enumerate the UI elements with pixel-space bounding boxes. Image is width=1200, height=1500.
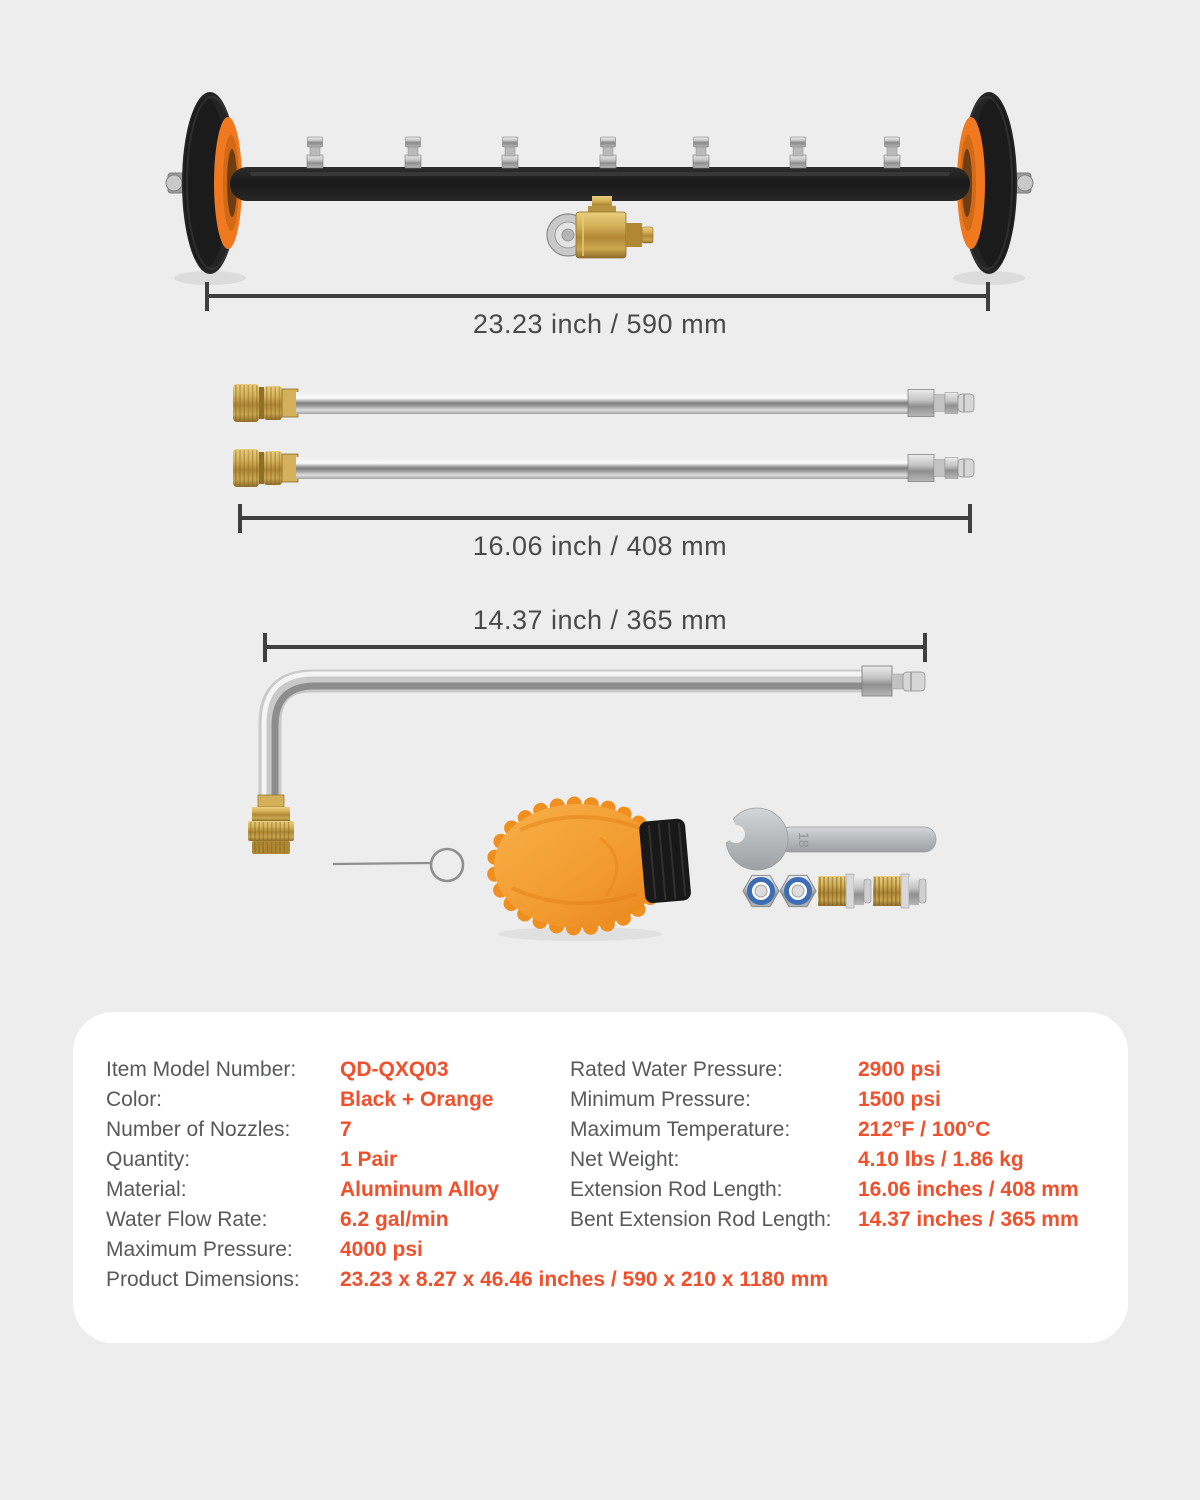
spec-value: 212°F / 100°C bbox=[858, 1118, 991, 1141]
spray-bar-highlight bbox=[250, 172, 950, 176]
spec-label: Maximum Pressure: bbox=[106, 1238, 293, 1261]
extension-rod-2 bbox=[233, 449, 974, 487]
spec-label: Water Flow Rate: bbox=[106, 1208, 268, 1231]
spec-value: 16.06 inches / 408 mm bbox=[858, 1178, 1079, 1201]
spec-row bbox=[570, 1115, 1128, 1145]
spec-label: Minimum Pressure: bbox=[570, 1088, 751, 1111]
rod-hex-fitting bbox=[862, 666, 892, 696]
spec-label: Rated Water Pressure: bbox=[570, 1058, 783, 1081]
spec-value: 1500 psi bbox=[858, 1088, 941, 1111]
spec-value: 7 bbox=[340, 1118, 352, 1141]
specification-card bbox=[73, 1012, 1128, 1343]
spec-row bbox=[570, 1055, 1128, 1085]
spec-column-right bbox=[570, 1055, 1128, 1235]
spec-row bbox=[106, 1205, 570, 1235]
dimension-line-extension-rod bbox=[240, 504, 970, 533]
lock-nut bbox=[780, 875, 816, 906]
spec-label: Quantity: bbox=[106, 1148, 191, 1171]
nozzle-icon bbox=[790, 137, 806, 168]
spec-row bbox=[570, 1145, 1128, 1175]
spec-label: Net Weight: bbox=[570, 1148, 680, 1171]
wrench-stamp: 18 bbox=[796, 832, 812, 848]
thread-adapter bbox=[873, 874, 926, 908]
nozzle-icon bbox=[502, 137, 518, 168]
spec-label: Bent Extension Rod Length: bbox=[570, 1208, 832, 1231]
spec-row bbox=[106, 1085, 570, 1115]
dimension-label-extension-rod: 16.06 inch / 408 mm bbox=[472, 531, 728, 561]
spec-label: Material: bbox=[106, 1178, 187, 1201]
thread-adapters bbox=[818, 874, 926, 908]
dimension-line-bent-rod bbox=[265, 633, 925, 662]
spec-row bbox=[106, 1145, 570, 1175]
dimension-line-cleaner bbox=[207, 282, 988, 311]
spec-row bbox=[106, 1265, 829, 1295]
wrench bbox=[686, 808, 936, 870]
spec-value: 14.37 inches / 365 mm bbox=[858, 1208, 1079, 1231]
spec-value: Aluminum Alloy bbox=[340, 1178, 500, 1201]
spec-value: 4.10 lbs / 1.86 kg bbox=[858, 1148, 1024, 1171]
wash-mitt bbox=[494, 804, 692, 941]
spec-row bbox=[106, 1235, 570, 1265]
spec-row bbox=[570, 1175, 1128, 1205]
brass-inlet-valve bbox=[547, 196, 653, 258]
nozzle-icon bbox=[884, 137, 900, 168]
spec-label: Number of Nozzles: bbox=[106, 1118, 291, 1141]
thread-adapter bbox=[818, 874, 871, 908]
nozzle-icon bbox=[693, 137, 709, 168]
nozzle-icon bbox=[405, 137, 421, 168]
spec-label: Color: bbox=[106, 1088, 163, 1111]
spec-row bbox=[106, 1115, 570, 1145]
spec-label: Extension Rod Length: bbox=[570, 1178, 783, 1201]
spec-row bbox=[570, 1205, 1128, 1235]
needle-cleaning-pin bbox=[333, 849, 463, 881]
spec-value: 2900 psi bbox=[858, 1058, 941, 1081]
spec-label: Maximum Temperature: bbox=[570, 1118, 791, 1141]
spec-value: 23.23 x 8.27 x 46.46 inches / 590 x 210 x 1180 mm bbox=[340, 1268, 829, 1291]
spec-label: Item Model Number: bbox=[106, 1058, 297, 1081]
undercarriage-cleaner bbox=[166, 92, 1033, 285]
spec-row bbox=[570, 1085, 1128, 1115]
dimension-label-cleaner: 23.23 inch / 590 mm bbox=[472, 309, 728, 339]
mitt-cuff bbox=[639, 818, 692, 904]
nozzle-icon bbox=[600, 137, 616, 168]
spec-value: QD-QXQ03 bbox=[340, 1058, 449, 1081]
spec-value: 1 Pair bbox=[340, 1148, 398, 1171]
spec-label: Product Dimensions: bbox=[106, 1268, 300, 1291]
spec-value: 4000 psi bbox=[340, 1238, 423, 1261]
spec-value: 6.2 gal/min bbox=[340, 1208, 449, 1231]
lock-nuts bbox=[743, 875, 816, 906]
nozzle-row bbox=[307, 137, 900, 168]
lock-nut bbox=[743, 875, 779, 906]
extension-rod-1 bbox=[233, 384, 974, 422]
spec-row bbox=[106, 1055, 570, 1085]
dimension-label-bent-rod: 14.37 inch / 365 mm bbox=[472, 605, 728, 635]
spec-row bbox=[106, 1175, 570, 1205]
nozzle-icon bbox=[307, 137, 323, 168]
spec-value: Black + Orange bbox=[340, 1088, 494, 1111]
brass-quick-connect-coupler bbox=[248, 795, 294, 854]
